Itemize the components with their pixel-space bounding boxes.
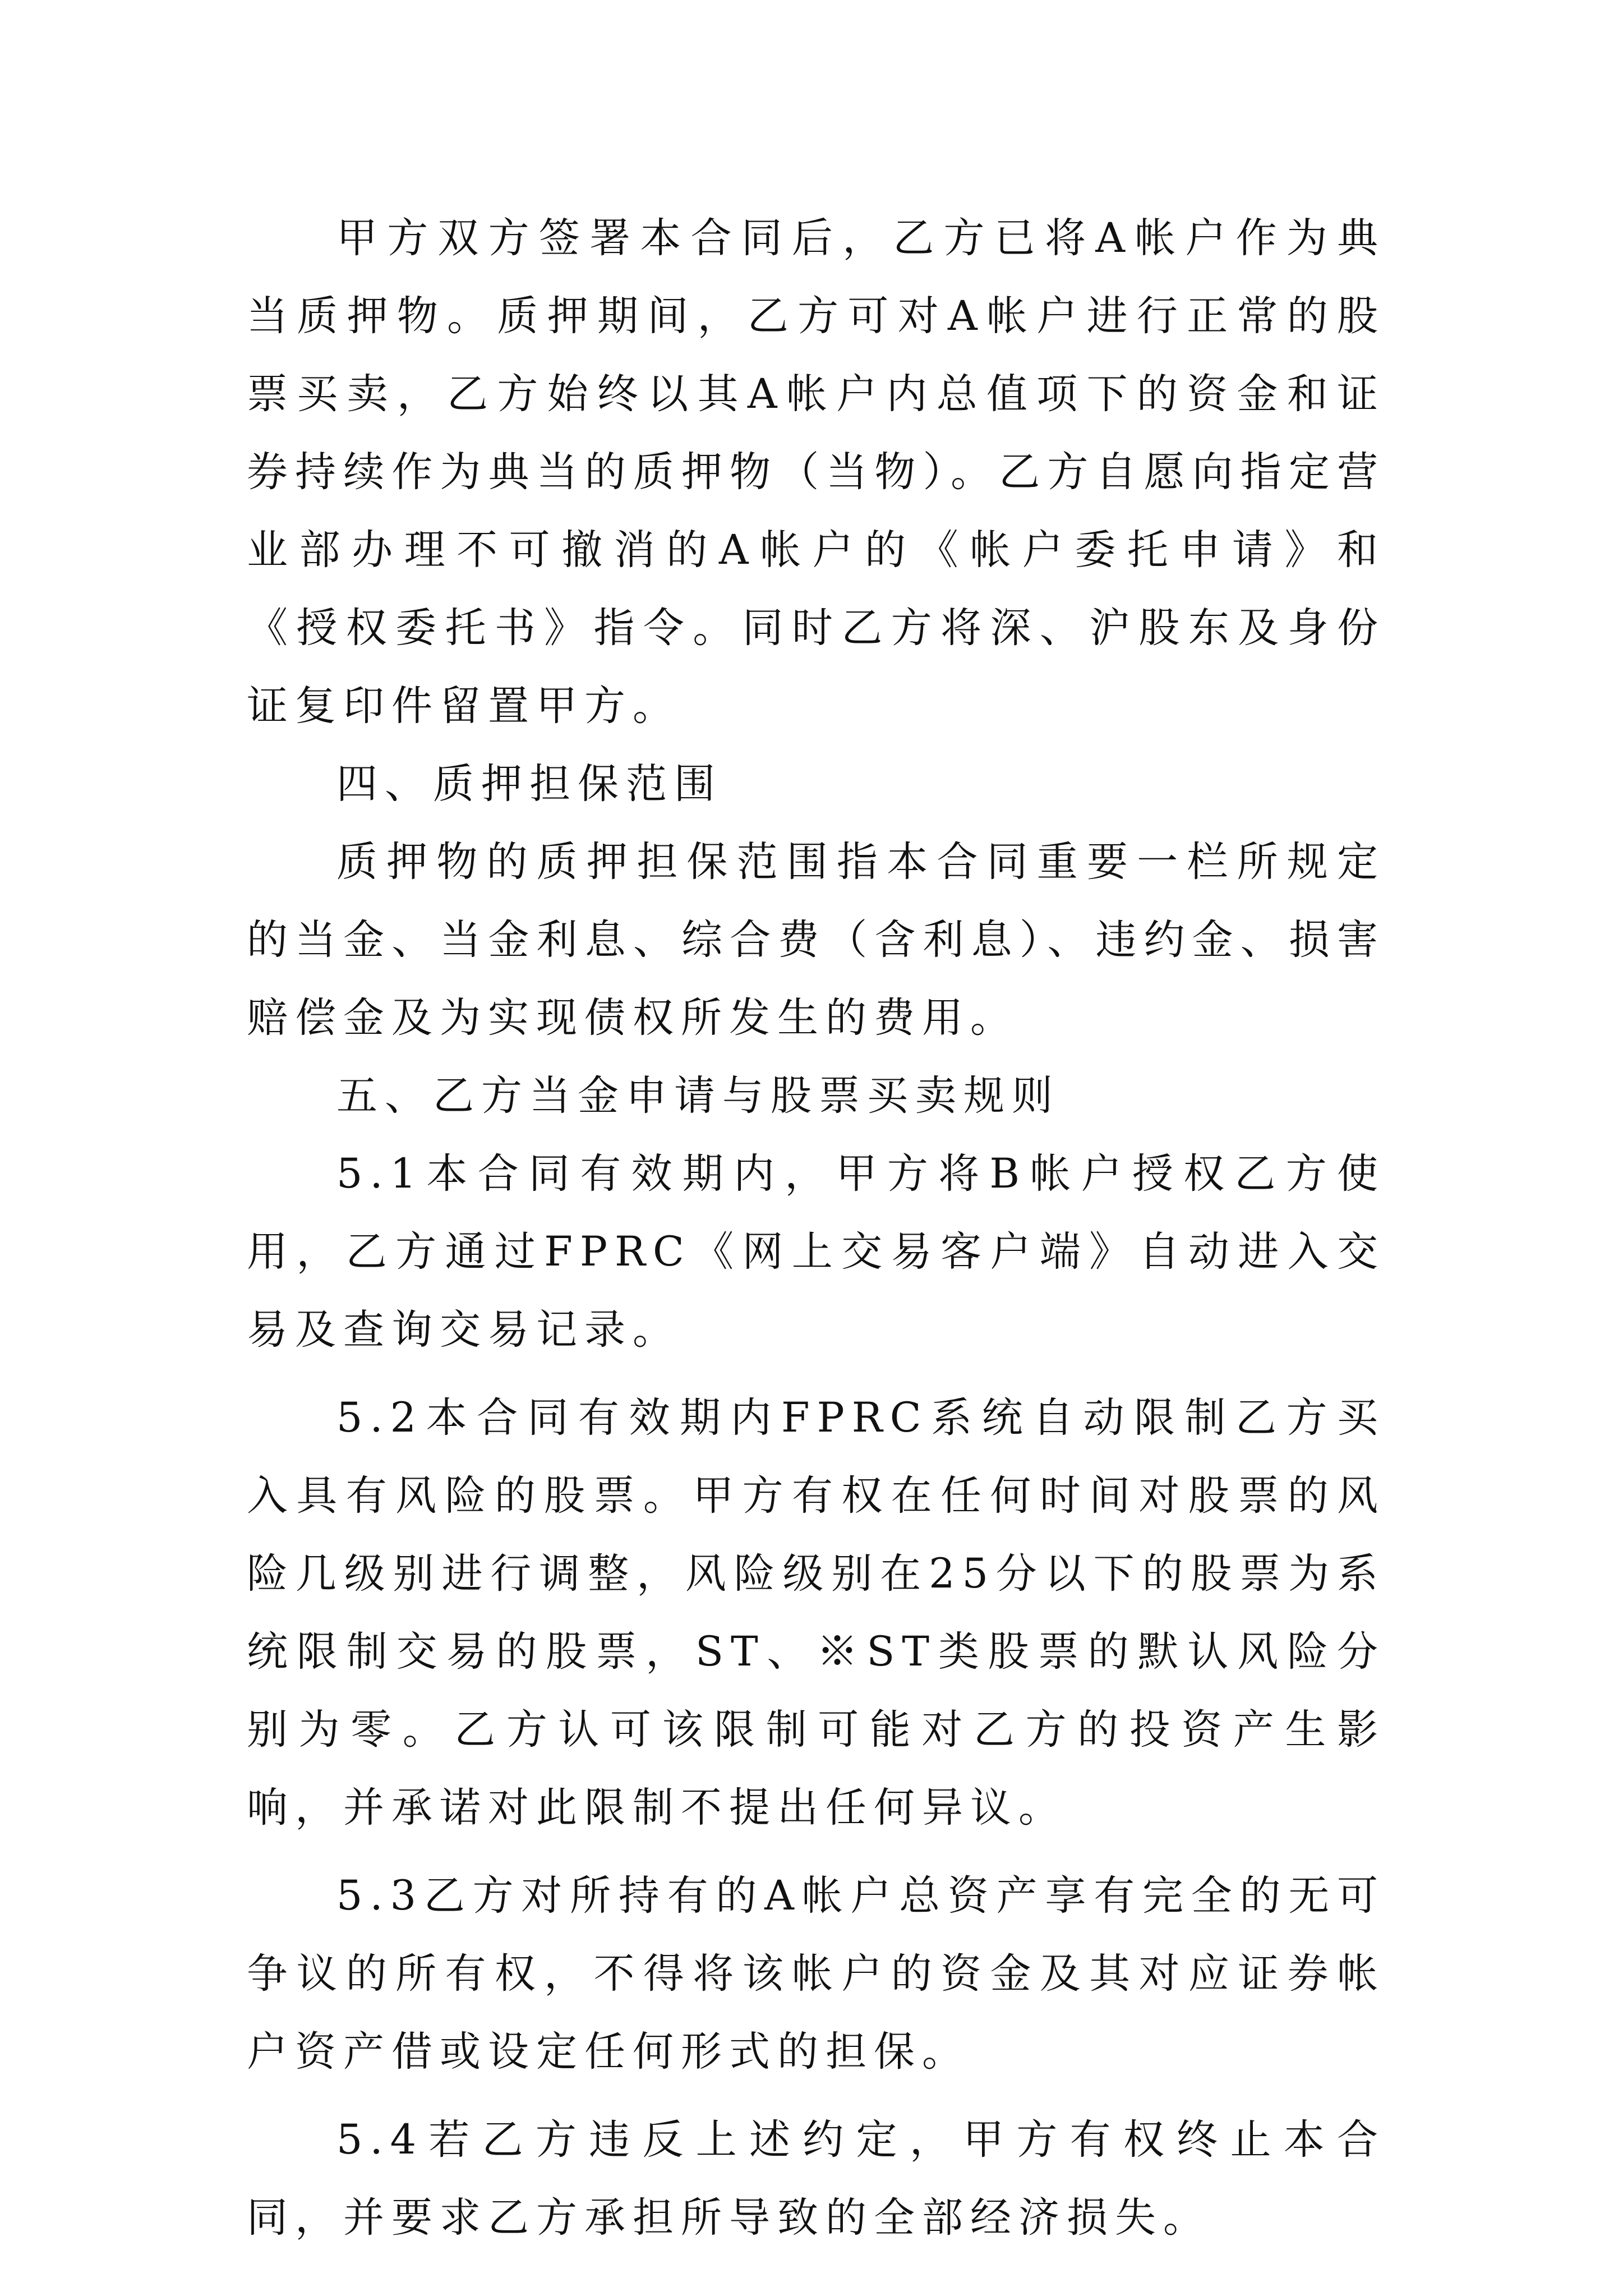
clause-5-2: 5.2本合同有效期内FPRC系统自动限制乙方买入具有风险的股票。甲方有权在任何时间对股票的风险几级别进行调整，风险级别在25分以下的股票为系统限制交易的股票，ST、※ST类股票的默认风险分别为零。乙方认可该限制可能对乙方的投资产生影响，并承诺对此限制不提出任何异议。 [247, 1394, 1385, 1832]
document-body [247, 199, 1385, 2257]
paragraph-pledge-account: 甲方双方签署本合同后，乙方已将A帐户作为典当质押物。质押期间，乙方可对A帐户进行正常的股票买卖，乙方始终以其A帐户内总值项下的资金和证券持续作为典当的质押物（当物）。乙方自愿向指定营业部办理不可撤消的A帐户的《帐户委托申请》和《授权委托书》指令。同时乙方将深、沪股东及身份证复印件留置甲方。 [247, 214, 1385, 730]
clause-5-1: 5.1本合同有效期内，甲方将B帐户授权乙方使用，乙方通过FPRC《网上交易客户端》自动进入交易及查询交易记录。 [247, 1150, 1385, 1354]
clause-5-3: 5.3乙方对所持有的A帐户总资产享有完全的无可争议的所有权，不得将该帐户的资金及其对应证券帐户资产借或设定任何形式的担保。 [247, 1872, 1385, 2076]
paragraph-pledge-scope: 质押物的质押担保范围指本合同重要一栏所规定的当金、当金利息、综合费（含利息）、违约金、损害赔偿金及为实现债权所发生的费用。 [247, 838, 1385, 1042]
section-heading-trading-rules: 五、乙方当金申请与股票买卖规则 [336, 1072, 1060, 1120]
clause-5-4: 5.4若乙方违反上述约定，甲方有权终止本合同，并要求乙方承担所导致的全部经济损失。 [247, 2116, 1385, 2242]
section-heading-pledge-scope: 四、质押担保范围 [336, 760, 722, 808]
